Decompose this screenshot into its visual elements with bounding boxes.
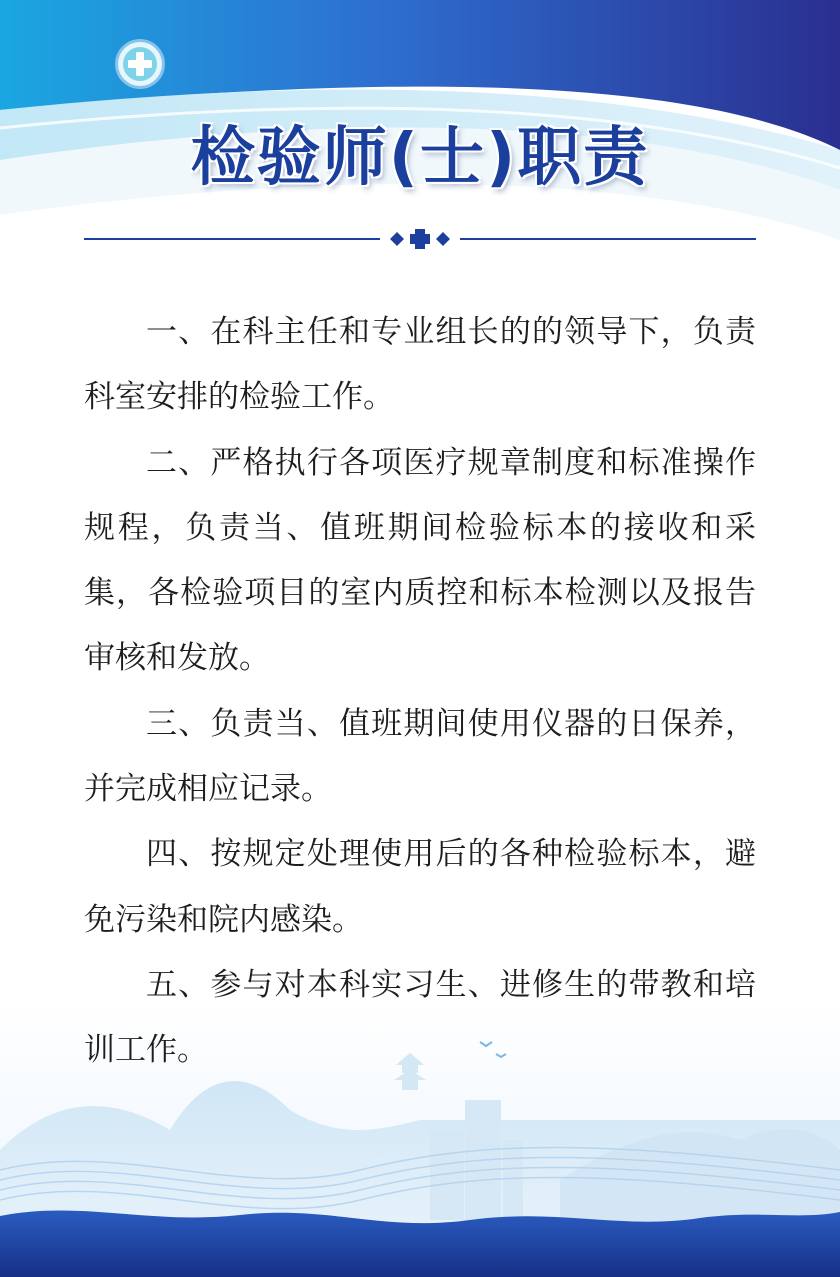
duty-item-5: 五、参与对本科实习生、进修生的带教和培训工作。 xyxy=(84,966,756,1069)
page-title: 检验师(士)职责 xyxy=(190,121,650,195)
title-divider xyxy=(84,226,756,252)
duty-item-4: 四、按规定处理使用后的各种检验标本，避免污染和院内感染。 xyxy=(84,836,756,938)
plus-badge-icon xyxy=(118,42,162,86)
divider-plus-icon xyxy=(410,229,430,249)
duty-item-1: 一、在科主任和专业组长的的领导下，负责科室安排的检验工作。 xyxy=(84,314,756,416)
duties-list xyxy=(84,300,756,1084)
footer-landscape xyxy=(0,1020,840,1277)
duty-item-2: 二、严格执行各项医疗规章制度和标准操作规程，负责当、值班期间检验标本的接收和采集，各检验项目的室内质控和标本检测以及报告审核和发放。 xyxy=(84,444,756,677)
duty-item-3: 三、负责当、值班期间使用仪器的日保养，并完成相应记录。 xyxy=(84,705,756,808)
